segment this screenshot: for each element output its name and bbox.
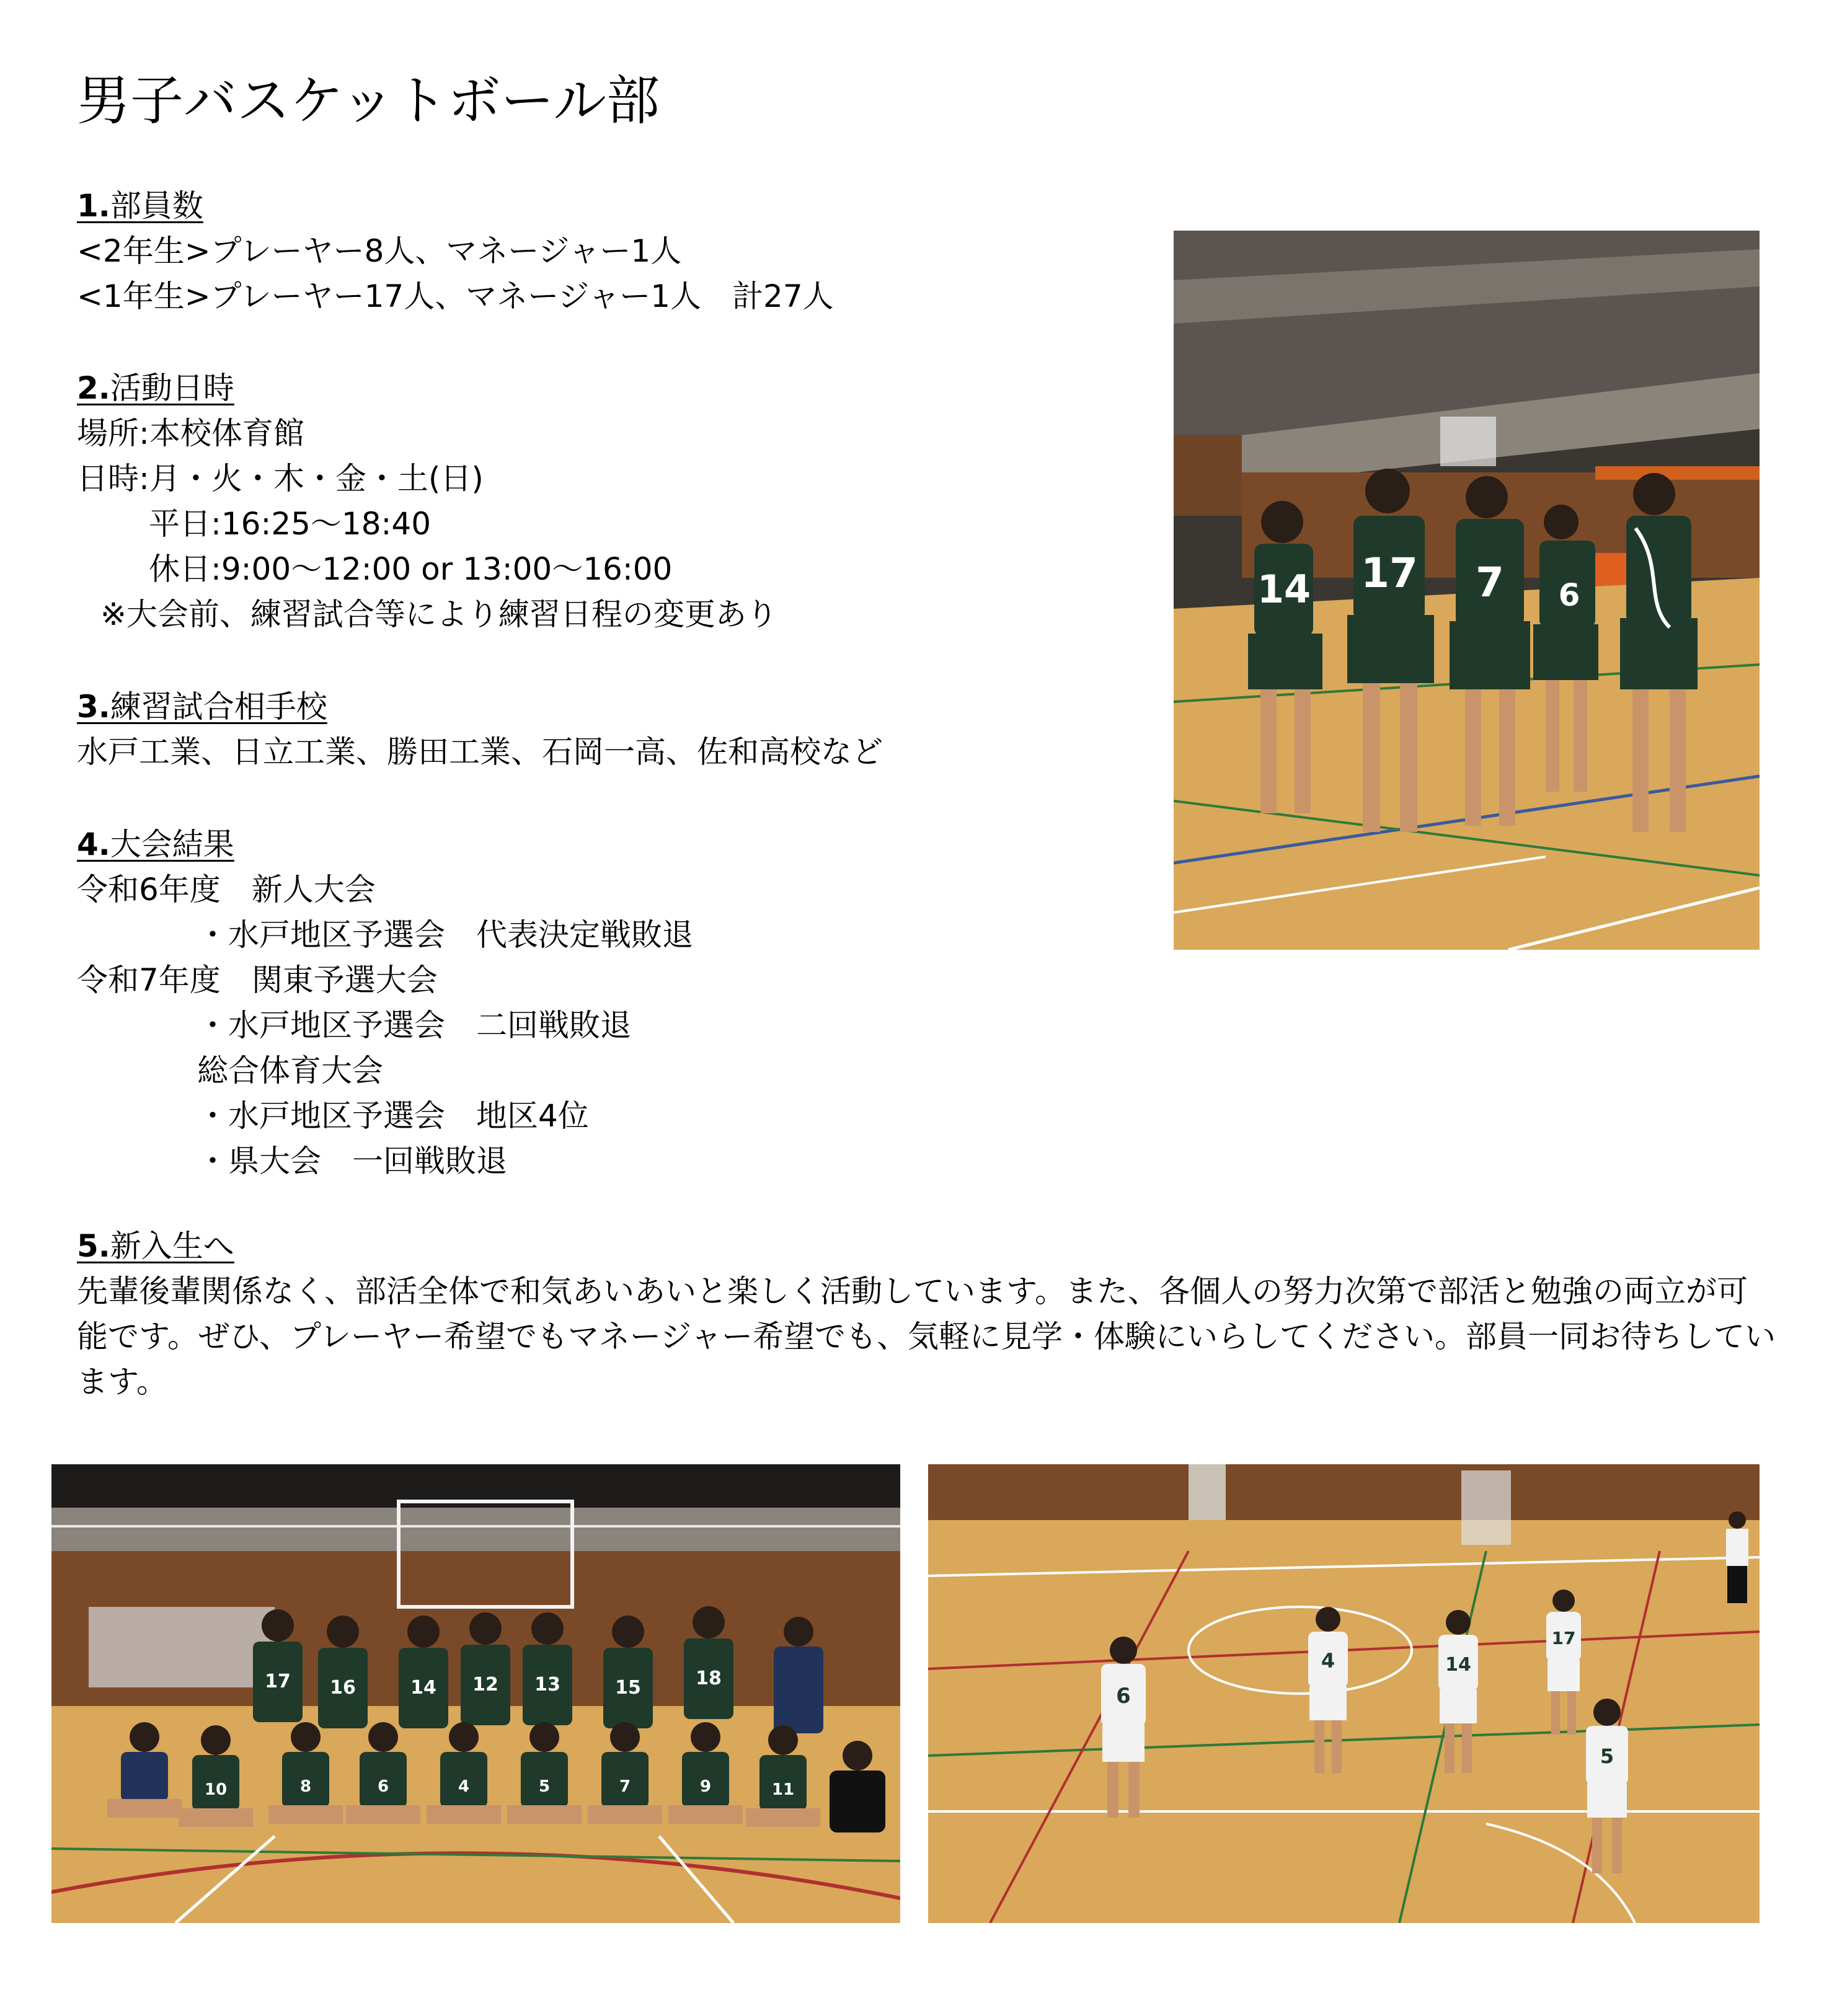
result-year-7-subheading: 総合体育大会 xyxy=(197,1053,383,1089)
photo-game-scene-image xyxy=(928,1464,1760,1923)
section-heading: 3.練習試合相手校 xyxy=(77,689,327,725)
activity-weekday-time: 平日:16:25～18:40 xyxy=(149,506,432,542)
section-heading: 4.大会結果 xyxy=(77,826,234,862)
player-number: 12 xyxy=(472,1674,498,1695)
section-heading: 2.活動日時 xyxy=(77,370,234,406)
activity-days: 日時:月・火・木・金・土(日) xyxy=(77,461,484,497)
result-year-7-item: ・水戸地区予選会 地区4位 xyxy=(197,1098,589,1134)
player-number: 8 xyxy=(299,1777,312,1796)
player-number: 4 xyxy=(1321,1649,1335,1673)
result-year-6: 令和6年度 新人大会 xyxy=(77,872,376,908)
opponent-schools: 水戸工業、日立工業、勝田工業、石岡一高、佐和高校など xyxy=(77,734,883,770)
photo-players-walking xyxy=(1174,231,1760,950)
player-number: 17 xyxy=(1551,1628,1576,1648)
activity-note: ※大会前、練習試合等により練習日程の変更あり xyxy=(100,596,777,632)
player-number: 5 xyxy=(538,1777,551,1796)
section-heading: 5.新入生へ xyxy=(77,1228,234,1264)
player-number: 6 xyxy=(1558,577,1580,613)
player-number: 17 xyxy=(1361,549,1418,597)
photo-team-group-image xyxy=(51,1464,900,1923)
section-to-new-students xyxy=(77,1224,234,1269)
player-number: 14 xyxy=(410,1677,436,1699)
activity-holiday-time: 休日:9:00～12:00 or 13:00～16:00 xyxy=(149,551,673,587)
result-year-7-item: ・県大会 一回戦敗退 xyxy=(197,1143,507,1179)
player-number: 11 xyxy=(771,1780,795,1799)
player-number: 14 xyxy=(1257,567,1311,612)
player-number: 14 xyxy=(1445,1654,1471,1676)
player-number: 7 xyxy=(619,1777,631,1796)
player-number: 6 xyxy=(377,1777,389,1796)
activity-place: 場所:本校体育館 xyxy=(77,415,304,451)
player-number: 10 xyxy=(204,1780,228,1799)
player-number: 9 xyxy=(699,1777,712,1796)
photo-game-scene xyxy=(928,1464,1760,1923)
section-activity-schedule xyxy=(77,366,777,637)
photo-team-group xyxy=(51,1464,900,1923)
member-line-2nd-year: <2年生>プレーヤー8人、マネージャー1人 xyxy=(77,233,682,269)
section-member-count xyxy=(77,183,834,319)
photo-players-walking-image xyxy=(1174,231,1760,950)
player-number: 17 xyxy=(265,1671,291,1692)
player-number: 13 xyxy=(534,1674,560,1695)
section-practice-opponents xyxy=(77,684,883,775)
result-year-7: 令和7年度 関東予選大会 xyxy=(77,962,438,998)
player-number: 7 xyxy=(1476,559,1504,606)
result-year-6-item: ・水戸地区予選会 代表決定戦敗退 xyxy=(197,917,693,953)
page-title: 男子バスケットボール部 xyxy=(77,70,660,132)
section-heading: 1.部員数 xyxy=(77,188,203,224)
result-year-7-item: ・水戸地区予選会 二回戦敗退 xyxy=(197,1007,631,1043)
player-number: 5 xyxy=(1600,1744,1614,1768)
player-number: 16 xyxy=(330,1677,356,1699)
player-number: 4 xyxy=(458,1777,470,1796)
member-line-1st-year: <1年生>プレーヤー17人、マネージャー1人 計27人 xyxy=(77,278,834,314)
player-number: 6 xyxy=(1116,1684,1131,1709)
player-number: 15 xyxy=(615,1677,641,1699)
player-number: 18 xyxy=(696,1668,722,1689)
new-students-message: 先輩後輩関係なく、部活全体で和気あいあいと楽しく活動しています。また、各個人の努力次第で部活と勉強の両立が可能です。ぜひ、プレーヤー希望でもマネージャー希望でも、気軽に見学・体験にいらしてください。部員一同お待ちしています。 xyxy=(77,1273,1776,1400)
section-tournament-results xyxy=(77,822,693,1184)
